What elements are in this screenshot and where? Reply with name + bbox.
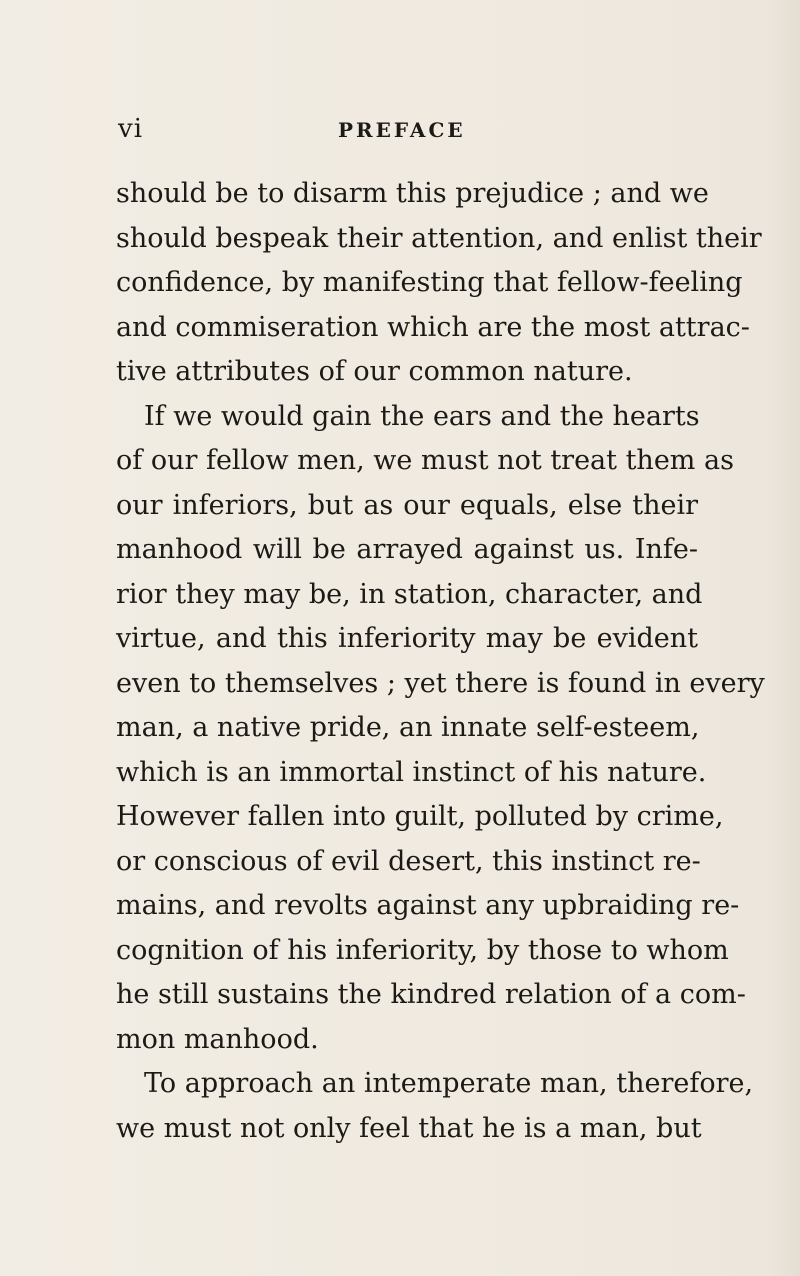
text-line: we must not only feel that he is a man, but bbox=[116, 1112, 702, 1144]
text-line: cognition of his inferiority, by those to whom bbox=[116, 934, 729, 966]
text-line: or conscious of evil desert, this instinct re- bbox=[116, 845, 701, 877]
text-line: mon manhood. bbox=[116, 1023, 319, 1055]
running-head: PREFACE bbox=[338, 118, 466, 142]
text-line: tive attributes of our common nature. bbox=[116, 356, 633, 387]
text-line: which is an immortal instinct of his nature. bbox=[116, 756, 707, 788]
page-header bbox=[118, 114, 698, 146]
body-text bbox=[116, 172, 765, 1151]
text-line: of our fellow men, we must not treat them as bbox=[116, 445, 734, 476]
text-line: To approach an intemperate man, therefore, bbox=[144, 1068, 754, 1099]
text-line: However fallen into guilt, polluted by crime, bbox=[116, 801, 724, 832]
text-line: should bespeak their attention, and enlist their bbox=[116, 222, 762, 254]
text-line: our inferiors, but as our equals, else their bbox=[116, 489, 698, 521]
text-line: and commiseration which are the most attrac- bbox=[116, 311, 750, 343]
text-line: If we would gain the ears and the hearts bbox=[144, 400, 700, 432]
text-line: manhood will be arrayed against us. Infe- bbox=[116, 534, 698, 565]
page-number: vi bbox=[118, 114, 144, 144]
text-line: mains, and revolts against any upbraiding re- bbox=[116, 890, 740, 921]
text-line: even to themselves ; yet there is found in every bbox=[116, 667, 765, 699]
text-line: rior they may be, in station, character, and bbox=[116, 578, 703, 610]
text-line: man, a native pride, an innate self-esteem, bbox=[116, 712, 700, 743]
text-line: should be to disarm this prejudice ; and we bbox=[116, 178, 709, 209]
text-line: virtue, and this inferiority may be evident bbox=[116, 623, 698, 654]
text-line: he still sustains the kindred relation of a com- bbox=[116, 979, 746, 1010]
text-line: confidence, by manifesting that fellow-feeling bbox=[116, 267, 743, 298]
